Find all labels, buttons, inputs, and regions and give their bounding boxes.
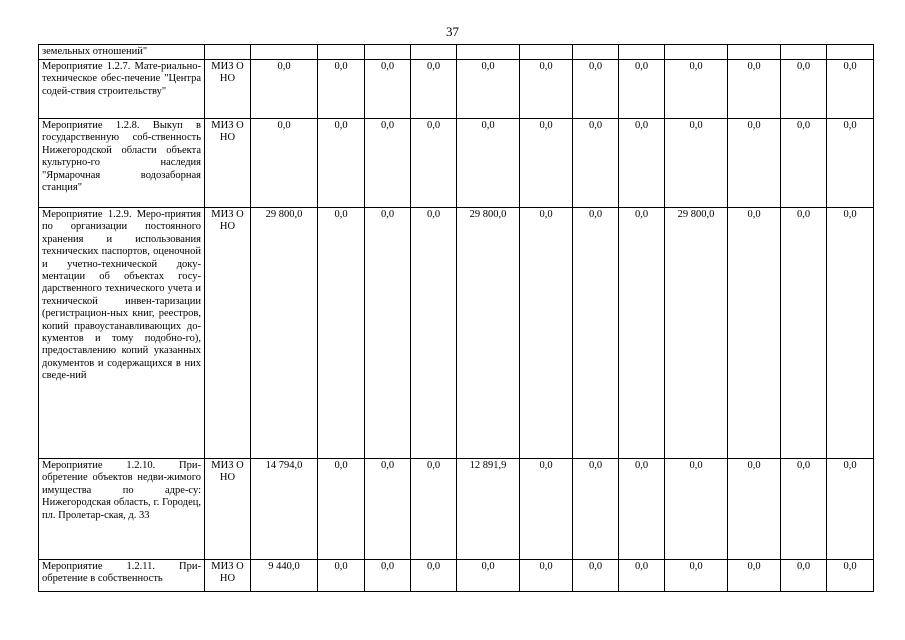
value-cell: 0,0	[619, 119, 665, 208]
value-cell: 0,0	[251, 60, 318, 119]
value-cell: 0,0	[457, 560, 520, 592]
value-cell: 0,0	[318, 459, 365, 560]
value-cell: 0,0	[573, 560, 619, 592]
executor-code-cell: МИЗ О НО	[205, 60, 251, 119]
value-cell: 29 800,0	[457, 208, 520, 459]
value-cell	[457, 45, 520, 60]
value-cell: 0,0	[781, 60, 827, 119]
value-cell: 0,0	[619, 208, 665, 459]
value-cell: 0,0	[781, 459, 827, 560]
value-cell: 0,0	[827, 208, 874, 459]
value-cell: 0,0	[827, 119, 874, 208]
activity-name-cell: Мероприятие 1.2.11. При-обретение в собственность	[39, 560, 205, 592]
value-cell: 0,0	[827, 560, 874, 592]
value-cell: 12 891,9	[457, 459, 520, 560]
table-row	[39, 119, 874, 208]
value-cell: 9 440,0	[251, 560, 318, 592]
value-cell: 0,0	[665, 60, 728, 119]
value-cell: 0,0	[573, 60, 619, 119]
activity-name-cell: земельных отношений"	[39, 45, 205, 60]
value-cell	[411, 45, 457, 60]
value-cell: 0,0	[457, 119, 520, 208]
value-cell: 0,0	[520, 119, 573, 208]
executor-code-cell: МИЗ О НО	[205, 208, 251, 459]
value-cell: 0,0	[728, 208, 781, 459]
value-cell	[573, 45, 619, 60]
value-cell: 0,0	[411, 119, 457, 208]
value-cell: 0,0	[573, 459, 619, 560]
value-cell: 0,0	[619, 459, 665, 560]
value-cell: 14 794,0	[251, 459, 318, 560]
value-cell	[318, 45, 365, 60]
table-row	[39, 208, 874, 459]
value-cell: 0,0	[728, 119, 781, 208]
value-cell	[365, 45, 411, 60]
value-cell: 0,0	[411, 60, 457, 119]
value-cell: 0,0	[411, 560, 457, 592]
value-cell	[781, 45, 827, 60]
executor-code-cell: МИЗ О НО	[205, 560, 251, 592]
value-cell: 0,0	[619, 560, 665, 592]
executor-code-cell	[205, 45, 251, 60]
value-cell: 0,0	[365, 560, 411, 592]
value-cell	[251, 45, 318, 60]
value-cell: 0,0	[573, 208, 619, 459]
value-cell	[665, 45, 728, 60]
value-cell: 0,0	[728, 60, 781, 119]
activity-name-cell: Мероприятие 1.2.10. При-обретение объектов недви-жимого имущества по адре-су: Нижегородская область, г. Городец, пл. Пролетар-ская, д. 33	[39, 459, 205, 560]
executor-code-cell: МИЗ О НО	[205, 459, 251, 560]
value-cell: 0,0	[520, 208, 573, 459]
table-row	[39, 560, 874, 592]
value-cell: 0,0	[365, 459, 411, 560]
value-cell: 0,0	[665, 119, 728, 208]
value-cell: 0,0	[365, 60, 411, 119]
value-cell	[728, 45, 781, 60]
value-cell: 0,0	[520, 60, 573, 119]
value-cell: 0,0	[365, 208, 411, 459]
page-number: 37	[446, 24, 459, 39]
value-cell: 0,0	[781, 208, 827, 459]
value-cell: 0,0	[411, 208, 457, 459]
value-cell: 0,0	[573, 119, 619, 208]
table-row	[39, 45, 874, 60]
budget-table	[38, 44, 874, 592]
table-row	[39, 459, 874, 560]
table-row	[39, 60, 874, 119]
value-cell: 0,0	[457, 60, 520, 119]
value-cell	[619, 45, 665, 60]
value-cell: 0,0	[619, 60, 665, 119]
value-cell: 0,0	[665, 459, 728, 560]
value-cell: 0,0	[781, 560, 827, 592]
value-cell: 0,0	[365, 119, 411, 208]
value-cell: 29 800,0	[665, 208, 728, 459]
value-cell: 0,0	[728, 459, 781, 560]
value-cell: 29 800,0	[251, 208, 318, 459]
value-cell: 0,0	[665, 560, 728, 592]
value-cell: 0,0	[827, 459, 874, 560]
value-cell: 0,0	[318, 560, 365, 592]
value-cell: 0,0	[520, 459, 573, 560]
activity-name-cell: Мероприятие 1.2.9. Меро-приятия по организации постоянного хранения и использования технических паспортов, оценочной и учетно-технической доку-ментации об объектах госу-дарственного технического учета и технической инвен-таризации (регистрацион-ных книг, реестров, копий правоустанавливающих до-кументов и тому подобно-го), предоставлению копий указанных документов и содержащихся в них сведе-ний	[39, 208, 205, 459]
value-cell	[827, 45, 874, 60]
value-cell: 0,0	[728, 560, 781, 592]
value-cell: 0,0	[520, 560, 573, 592]
value-cell: 0,0	[251, 119, 318, 208]
value-cell: 0,0	[318, 119, 365, 208]
value-cell: 0,0	[781, 119, 827, 208]
value-cell: 0,0	[318, 208, 365, 459]
value-cell	[520, 45, 573, 60]
executor-code-cell: МИЗ О НО	[205, 119, 251, 208]
value-cell: 0,0	[411, 459, 457, 560]
activity-name-cell: Мероприятие 1.2.7. Мате-риально-техническое обес-печение "Центра содей-ствия строительству"	[39, 60, 205, 119]
value-cell: 0,0	[318, 60, 365, 119]
value-cell: 0,0	[827, 60, 874, 119]
activity-name-cell: Мероприятие 1.2.8. Выкуп в государственную соб-ственность Нижегородской области объекта культурно-го наследия "Ярмарочная водозаборная станция"	[39, 119, 205, 208]
